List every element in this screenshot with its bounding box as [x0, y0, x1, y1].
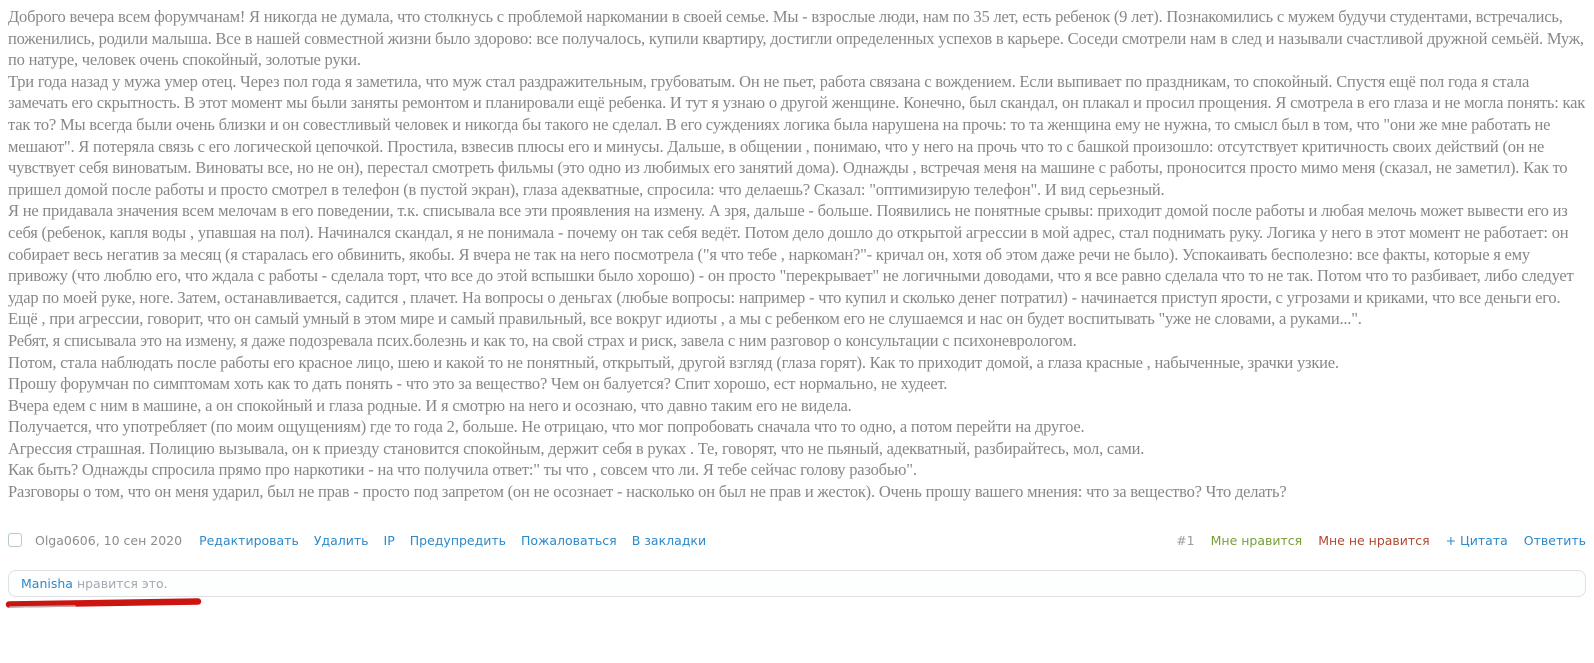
post-paragraph: Получается, что употребляет (по моим ощущениям) где то года 2, больше. Не отрицаю, что мог попробовать сначала что то одно, а потом перейти на другое. — [8, 417, 1085, 437]
post-author-date[interactable]: Olga0606, 10 сен 2020 — [35, 532, 183, 548]
action-edit[interactable]: Редактировать — [199, 532, 299, 548]
post-paragraph: Агрессия страшная. Полицию вызывала, он к приезду становится спокойным, держит себя в руках . Те, говорят, что не пьяный, адекватный, разбирайтесь, мол, сами. — [8, 438, 1145, 458]
post-paragraph: Я не придавала значения всем мелочам в его поведении, т.к. списывала все эти проявления на измену. А зря, дальше - больше. Появились не понятные срывы: приходит домой после работы и любая мелочь может вывести его из себя (ребенок, капля воды , упавшая на пол). Начинался скандал, я не понимала - почему он так себя ведёт. Потом дело дошло до открытой агрессии в мой адрес, стал поднимать руку. Логика у него в этот момент не работает: он собирает весь негатив за месяц (я старалась его обвинить, якобы. Я вчера не так на него посмотрела ("я что тебе , наркоман?"- кричал он, хотя об этом даже речи не было). Успокаивать бесполезно: все факты, которые я ему привожу (что люблю его, что ждала с работы - сделала торт, что все до этой вспышки было хорошо) - он просто "перекрывает" не логичными доводами, что я все равно сделала что то не так. Потом что то разбивает, либо следует удар по моей руке, ноге. Затем, останавливается, садится , плачет. На вопросы о деньгах (любые вопросы: например - что купил и сколько денег потратил) - начинается приступ ярости, с угрозами и криками, что все деньги его. Ещё , при агрессии, говорит, что он самый умный в этом мире и самый правильный, все вокруг идиоты , а мы с ребенком его не слушаемся и нас он будет воспитывать "уже не словами, а руками...". — [8, 201, 1574, 329]
post-paragraph: Прошу форумчан по симптомам хоть как то дать понять - что это за вещество? Чем он балуется? Спит хорошо, ест нормально, не худеет. — [8, 374, 948, 394]
post-paragraph: Разговоры о том, что он меня ударил, был не прав - просто под запретом (он не осознает - насколько он был не прав и жесток). Очень прошу вашего мнения: что за вещество? Что делать? — [8, 482, 1287, 502]
action-bookmark[interactable]: В закладки — [631, 532, 707, 548]
post-number-permalink[interactable]: #1 — [1176, 532, 1195, 548]
likes-bar — [8, 570, 1586, 597]
dislike-button[interactable]: Мне не нравится — [1318, 532, 1430, 548]
action-warn[interactable]: Предупредить — [409, 532, 507, 548]
post-paragraph: Вчера едем с ним в машине, а он спокойный и глаза родные. И я смотрю на него и осознаю, что давно таким его не видела. — [8, 395, 852, 415]
action-delete[interactable]: Удалить — [313, 532, 369, 548]
reply-button[interactable]: Ответить — [1523, 532, 1586, 548]
post-paragraph: Доброго вечера всем форумчанам! Я никогда не думала, что столкнусь с проблемой наркомании в своей семье. Мы - взрослые люди, нам по 35 лет, есть ребенок (9 лет). Познакомились с мужем будучи студентами, встречались, поженились, родили малыша. Все в нашей совместной жизни было здорово: все получалось, купили квартиру, достигли определенных успехов в карьере. Соседи смотрели нам в след и называли счастливой дружной семьёй. Муж, по натуре, человек очень спокойный, золотые руки. — [8, 7, 1584, 70]
post-footer — [8, 532, 1586, 549]
like-button[interactable]: Мне нравится — [1210, 532, 1303, 548]
post-paragraph: Ребят, я списывала это на измену, я даже подозревала псих.болезнь и как то, на свой страх и риск, завела с ним разговор о консультации с психоневрологом. — [8, 330, 1077, 350]
post-message — [8, 6, 1586, 503]
action-ip[interactable]: IP — [383, 532, 395, 548]
post-paragraph: Потом, стала наблюдать после работы его красное лицо, шею и какой то не понятный, открытый, другой взгляд (глаза горят). Как то приходит домой, а глаза красные , набыченные, зрачки узкие. — [8, 352, 1339, 372]
likes-text: нравится это. — [76, 575, 168, 591]
red-marker-annotation — [5, 595, 203, 611]
select-post-checkbox[interactable] — [8, 533, 22, 547]
post-action-links — [199, 532, 706, 549]
post-footer-right — [1176, 532, 1586, 549]
post-paragraph: Как быть? Однажды спросила прямо про наркотики - на что получила ответ:" ты что , совсем что ли. Я тебе сейчас голову разобью". — [8, 460, 917, 480]
action-report[interactable]: Пожаловаться — [521, 532, 617, 548]
post-paragraph: Три года назад у мужа умер отец. Через пол года я заметила, что муж стал раздражительным, грубоватым. Он не пьет, работа связана с вождением. Если выпивает по праздникам, то спокойный. Спустя ещё пол года я стала замечать его скрытность. В этот момент мы были заняты ремонтом и планировали ещё ребенка. И тут я узнаю о другой женщине. Конечно, был скандал, он плакал и просил прощения. Я смотрела в его глаза и не могла понять: как так то? Мы всегда были очень близки и он совестливый человек и никогда бы такого не сделал. В его суждениях логика была нарушена на прочь: то та женщина ему не нужна, то смысл был в том, что "они же мне работать не мешают". Я потеряла связь с его логической цепочкой. Простила, взвесив плюсы его и минусы. Дальше, в общении , понимаю, что у него на прочь что то с башкой произошло: отсутствует критичность своих действий (он не чувствует себя виноватым. Виноваты все, но не он), перестал смотреть фильмы (это одно из любимых его занятий дома). Однажды , встречая меня на машине с работы, проносится просто мимо меня (сказал, не заметил). Как то пришел домой после работы и просто смотрел в телефон (в пустой экран), глаза адекватные, спросила: что делаешь? Сказал: "оптимизирую телефон". И вид серьезный. — [8, 71, 1586, 199]
likes-user-link[interactable]: Manisha — [21, 575, 73, 591]
quote-button[interactable]: + Цитата — [1445, 532, 1508, 548]
